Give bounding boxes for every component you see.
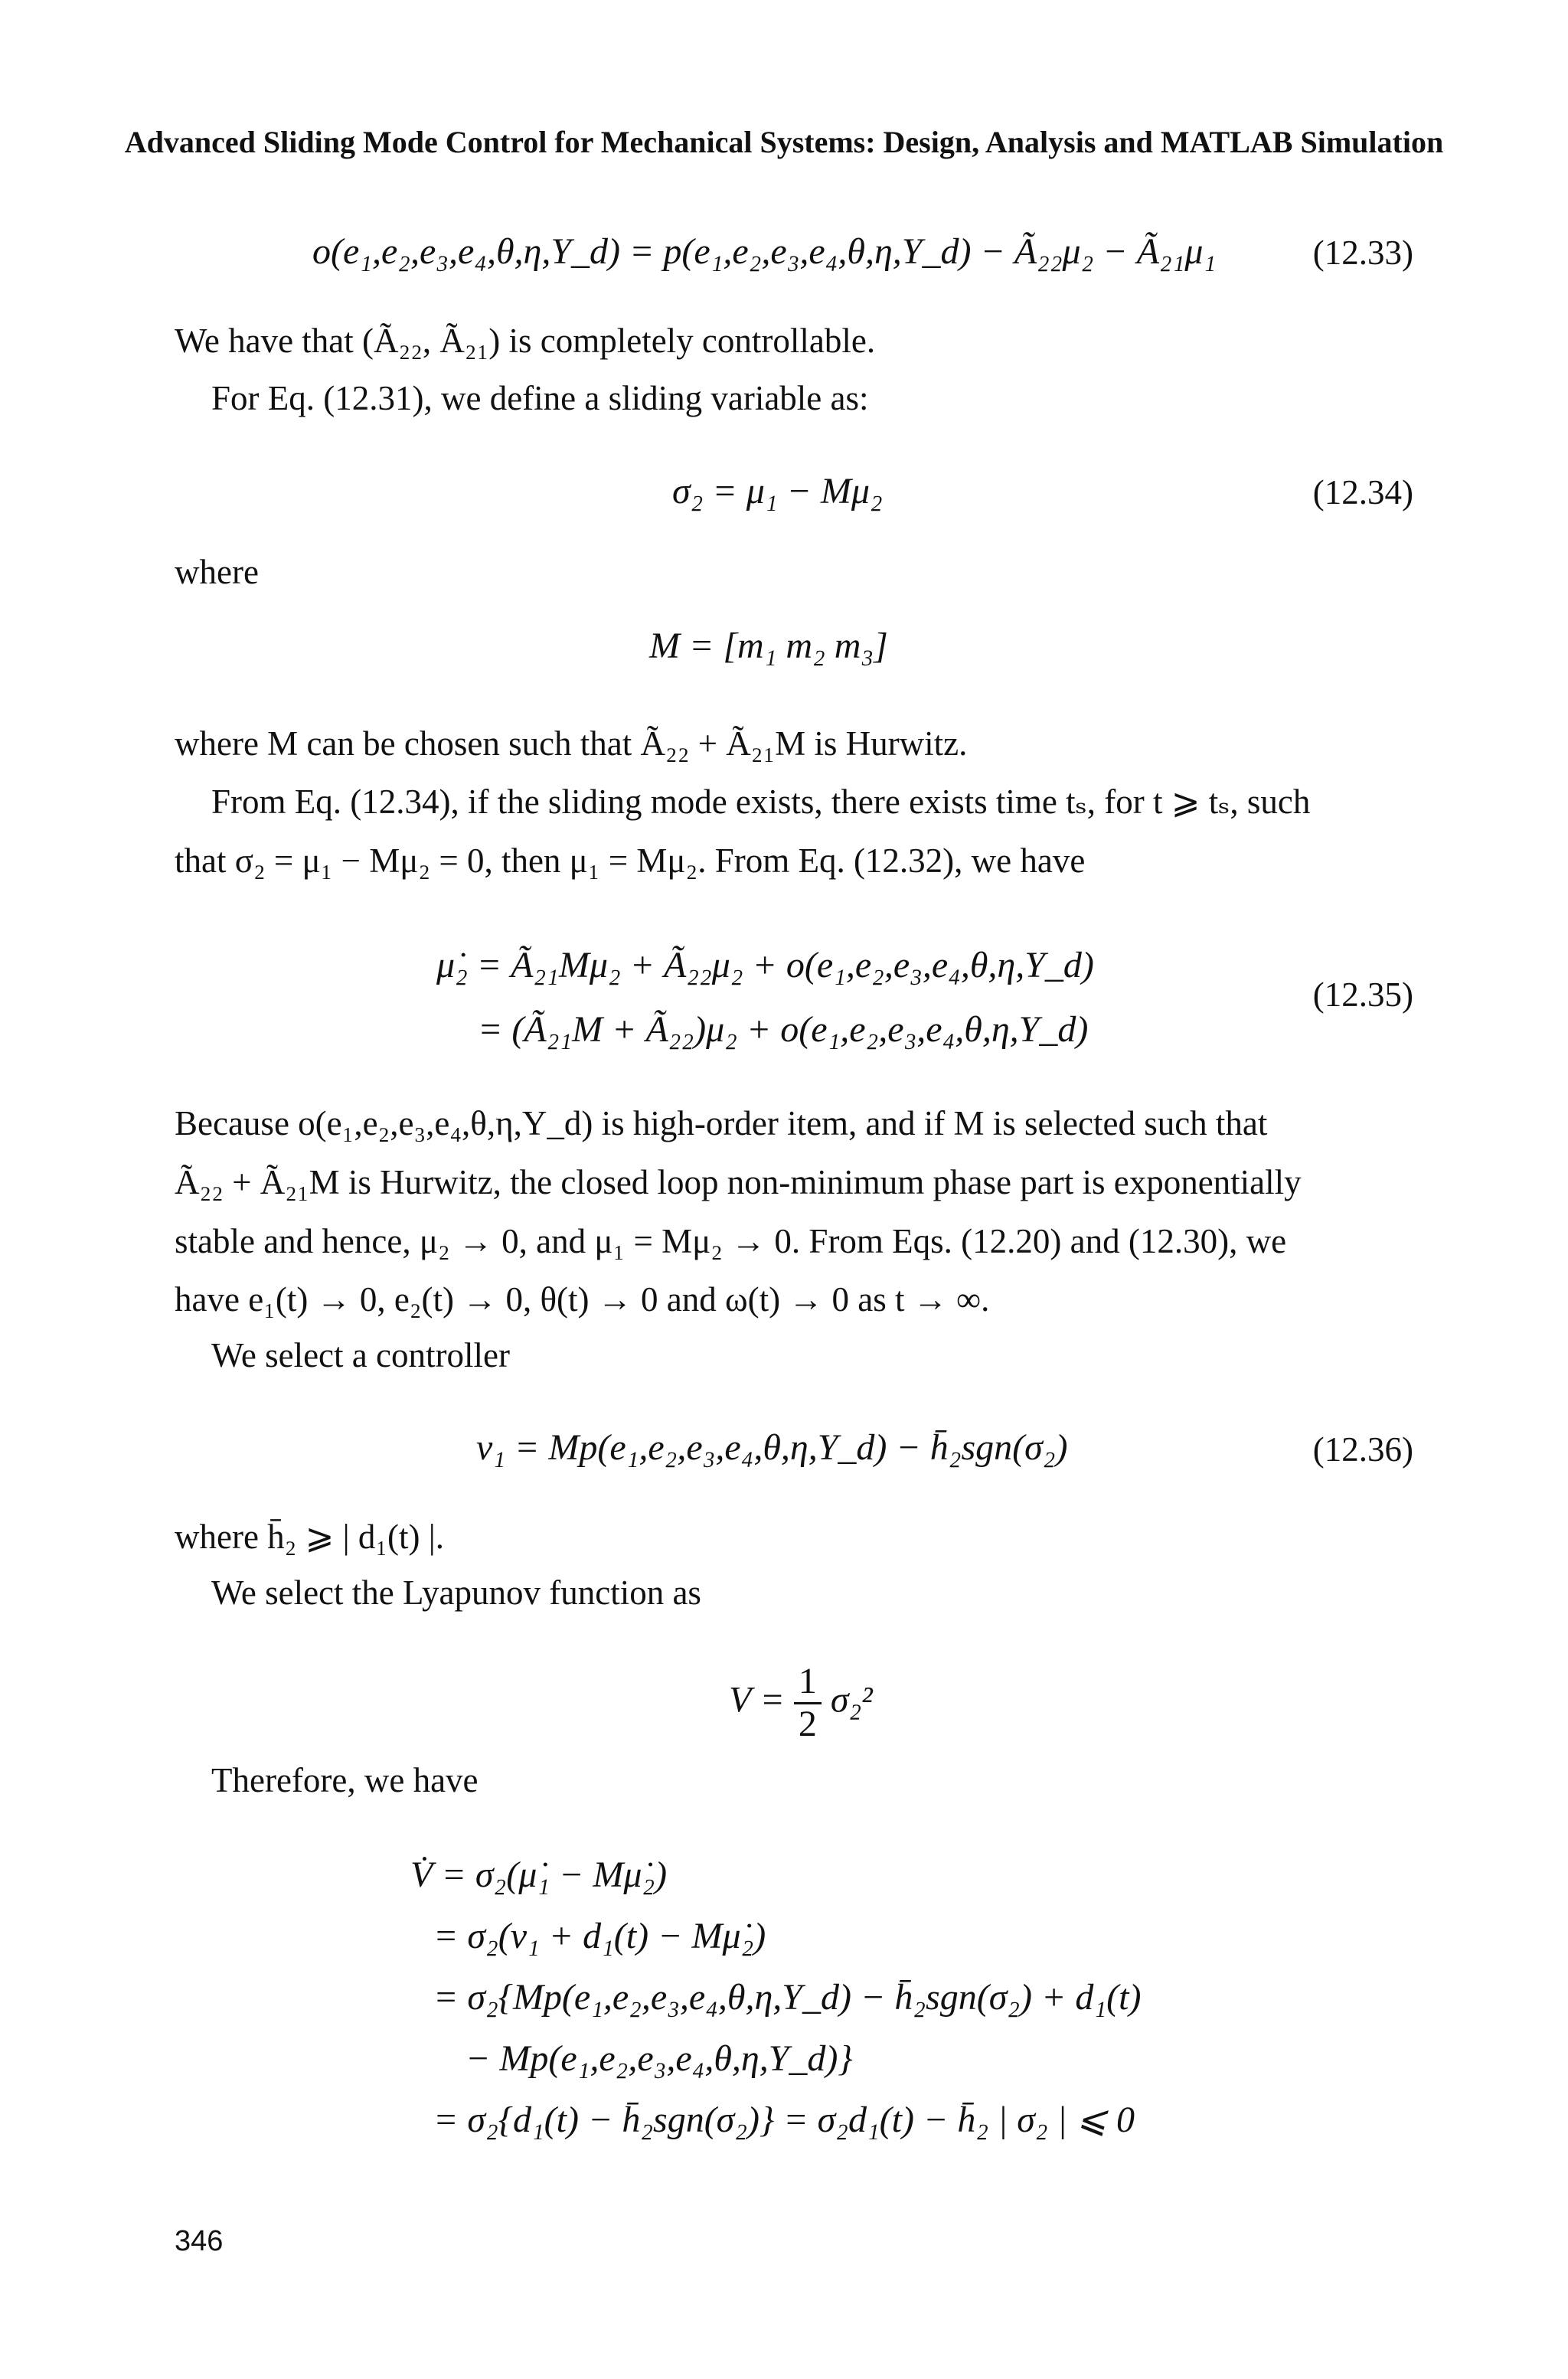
running-head: Advanced Sliding Mode Control for Mechanical Systems: Design, Analysis and MATLAB Simulation [124,125,1444,159]
text-where-1: where [175,553,259,591]
paragraph-sliding-mode-b: that σ₂ = μ₁ − Mμ₂ = 0, then μ₁ = Mμ₂. From Eq. (12.32), we have [175,841,1086,880]
paragraph-select-controller: We select a controller [211,1336,510,1374]
paragraph-lyapunov: We select the Lyapunov function as [211,1573,701,1612]
paragraph-because-b: Ã₂₂ + Ã₂₁M is Hurwitz, the closed loop non-minimum phase part is exponentially [175,1163,1302,1201]
paragraph-sliding-mode-a: From Eq. (12.34), if the sliding mode exists, there exists time tₛ, for t ⩾ tₛ, such [211,783,1311,821]
equation-number-12-34: (12.34) [1312,473,1413,511]
page-number: 346 [175,2225,224,2257]
equation-vdot-line-5: = σ₂{d₁(t) − h̄₂sgn(σ₂)} = σ₂d₁(t) − h̄₂ | σ₂ | ⩽ 0 [433,2100,1135,2140]
equation-vdot-line-4: − Mp(e₁,e₂,e₃,e₄,θ,η,Y_d)} [466,2038,853,2079]
lyapunov-lhs: V = [729,1679,785,1721]
lyapunov-rhs: σ₂² [830,1679,873,1721]
equation-number-12-36: (12.36) [1312,1430,1413,1469]
equation-12-36: v₁ = Mp(e₁,e₂,e₃,e₄,θ,η,Y_d) − h̄₂sgn(σ₂) [476,1427,1068,1468]
equation-vdot-line-1: V̇ = σ₂(μ̇₁ − Mμ̇₂) [410,1855,668,1895]
equation-number-12-35: (12.35) [1312,975,1413,1014]
equation-number-12-33: (12.33) [1312,234,1413,272]
paragraph-because-a: Because o(e₁,e₂,e₃,e₄,θ,η,Y_d) is high-order item, and if M is selected such that [175,1104,1268,1142]
text-where-h2: where h̄₂ ⩾ | d₁(t) |. [175,1518,445,1556]
paragraph-define-sliding: For Eq. (12.31), we define a sliding variable as: [211,379,869,417]
paragraph-because-d: have e₁(t) → 0, e₂(t) → 0, θ(t) → 0 and ω(t) → 0 as t → ∞. [175,1280,990,1319]
equation-12-33: o(e₁,e₂,e₃,e₄,θ,η,Y_d) = p(e₁,e₂,e₃,e₄,θ,η,Y_d) − Ã₂₂μ₂ − Ã₂₁μ₁ [312,231,1217,272]
paragraph-because-c: stable and hence, μ₂ → 0, and μ₁ = Mμ₂ → 0. From Eqs. (12.20) and (12.30), we [175,1222,1287,1260]
equation-12-35-line-2: = (Ã₂₁M + Ã₂₂)μ₂ + o(e₁,e₂,e₃,e₄,θ,η,Y_d) [478,1009,1089,1050]
equation-vdot-line-3: = σ₂{Mp(e₁,e₂,e₃,e₄,θ,η,Y_d) − h̄₂sgn(σ₂) + d₁(t) [433,1977,1142,2018]
fraction-numerator: 1 [794,1662,822,1704]
paragraph-therefore: Therefore, we have [211,1761,479,1799]
equation-12-34: σ₂ = μ₁ − Mμ₂ [672,471,883,511]
paragraph-controllable: We have that (Ã₂₂, Ã₂₁) is completely controllable. [175,322,876,360]
paragraph-hurwitz: where M can be chosen such that Ã₂₂ + Ã₂₁M is Hurwitz. [175,724,968,763]
equation-vdot-line-2: = σ₂(v₁ + d₁(t) − Mμ̇₂) [433,1916,766,1956]
equation-12-35-line-1: μ̇₂ = Ã₂₁Mμ₂ + Ã₂₂μ₂ + o(e₁,e₂,e₃,e₄,θ,η,Y_d) [436,945,1094,985]
equation-matrix-M: M = [m₁ m₂ m₃] [649,626,888,666]
fraction-one-half [794,1662,822,1745]
fraction-denominator: 2 [798,1703,817,1744]
equation-lyapunov [729,1662,873,1745]
